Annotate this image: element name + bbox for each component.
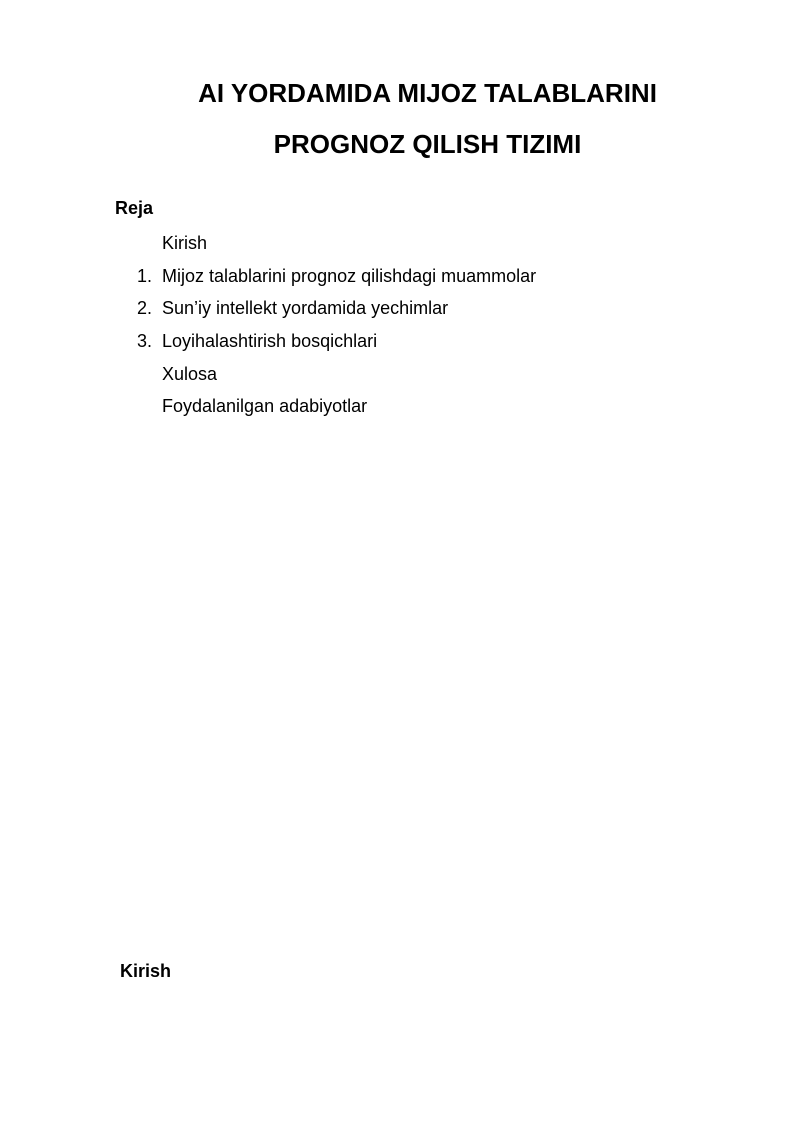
document-title-line-2: PROGNOZ QILISH TIZIMI [273,129,582,159]
plan-item-number: 3. [137,331,153,351]
plan-item-number: 2. [137,298,153,318]
plan-heading: Reja [115,198,154,218]
plan-item-text: Kirish [162,233,208,253]
plan-item-text: Loyihalashtirish bosqichlari [162,331,378,351]
plan-item-text: Sun’iy intellekt yordamida yechimlar [162,298,449,318]
plan-item-text: Mijoz talablarini prognoz qilishdagi muammolar [162,266,537,286]
plan-item-text: Foydalanilgan adabiyotlar [162,396,368,416]
plan-item-text: Xulosa [162,364,218,384]
introduction-heading: Kirish [120,961,172,981]
plan-item-number: 1. [137,266,153,286]
document-title-line-1: AI YORDAMIDA MIJOZ TALABLARINI [198,78,657,108]
